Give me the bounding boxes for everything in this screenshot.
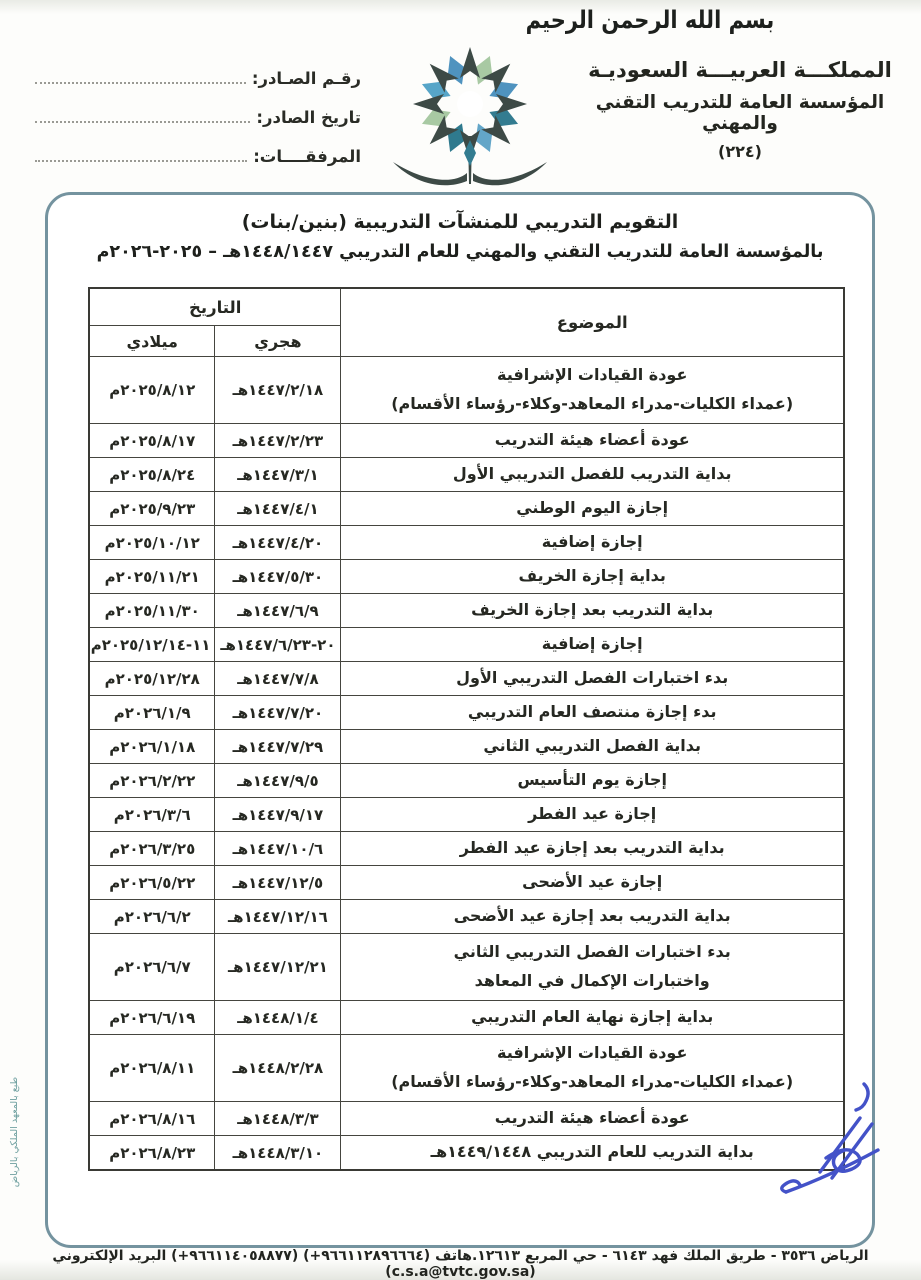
hijri-date-cell: ١٤٤٧/٣/١هـ xyxy=(215,458,341,492)
subject-cell: عودة أعضاء هيئة التدريب xyxy=(341,424,844,458)
gregorian-date-cell: ٢٠٢٥/٨/١٧م xyxy=(89,424,215,458)
hijri-date-cell: ١٤٤٧/١٢/٢١هـ xyxy=(215,934,341,1001)
tvtc-logo-icon xyxy=(381,44,559,192)
table-row xyxy=(89,662,844,696)
gregorian-date-cell: ٢٠٢٥/١١/٣٠م xyxy=(89,594,215,628)
subject-cell: إجازة يوم التأسيس xyxy=(341,764,844,798)
table-row xyxy=(89,458,844,492)
gregorian-date-cell: ٢٠٢٦/٨/٢٣م xyxy=(89,1136,215,1171)
table-row xyxy=(89,764,844,798)
subject-cell: بداية التدريب بعد إجازة عيد الأضحى xyxy=(341,900,844,934)
table-row xyxy=(89,594,844,628)
hijri-date-cell: ١٤٤٧/٤/١هـ xyxy=(215,492,341,526)
gregorian-date-cell: ٢٠٢٥/٨/١٢م xyxy=(89,357,215,424)
subject-cell: إجازة إضافية xyxy=(341,526,844,560)
subject-cell: بداية التدريب للعام التدريبي ١٤٤٩/١٤٤٨هـ xyxy=(341,1136,844,1171)
table-row xyxy=(89,730,844,764)
subject-cell: إجازة عيد الأضحى xyxy=(341,866,844,900)
country-name: المملكـــة العربيـــة السعوديـة xyxy=(588,58,892,82)
subject-cell: بدء اختبارات الفصل التدريبي الثاني واختبارات الإكمال في المعاهد xyxy=(341,934,844,1001)
table-row xyxy=(89,832,844,866)
attachments-label: المرفقــــات: xyxy=(253,147,361,166)
gregorian-date-cell: ٢٠٢٦/٣/٦م xyxy=(89,798,215,832)
gregorian-date-cell: ٢٠٢٥/٩/٢٣م xyxy=(89,492,215,526)
gregorian-date-cell: ٢٠٢٦/٦/٧م xyxy=(89,934,215,1001)
subject-cell: بدء اختبارات الفصل التدريبي الأول xyxy=(341,662,844,696)
hijri-date-cell: ١٤٤٧/٤/٢٠هـ xyxy=(215,526,341,560)
gregorian-date-cell: ١١-٢٠٢٥/١٢/١٤م xyxy=(89,628,215,662)
subject-cell: بداية التدريب للفصل التدريبي الأول xyxy=(341,458,844,492)
calendar-title: التقويم التدريبي للمنشآت التدريبية (بنين/بنات) xyxy=(241,211,679,233)
hijri-date-cell: ٢٠-١٤٤٧/٦/٢٣هـ xyxy=(215,628,341,662)
subject-cell: بداية التدريب بعد إجازة الخريف xyxy=(341,594,844,628)
gregorian-column-header: ميلادي xyxy=(89,326,215,357)
calendar-frame xyxy=(45,192,875,1248)
dotted-line xyxy=(35,121,250,123)
hijri-date-cell: ١٤٤٧/٩/٥هـ xyxy=(215,764,341,798)
table-row xyxy=(89,866,844,900)
attachments-field xyxy=(33,142,361,166)
calendar-table xyxy=(88,287,845,1171)
org-code: (٢٢٤) xyxy=(718,142,762,161)
subject-cell: عودة القيادات الإشرافية (عمداء الكليات-مدراء المعاهد-وكلاء-رؤساء الأقسام) xyxy=(341,1035,844,1102)
hijri-date-cell: ١٤٤٨/٣/١٠هـ xyxy=(215,1136,341,1171)
hijri-date-cell: ١٤٤٧/٧/٨هـ xyxy=(215,662,341,696)
subject-cell: إجازة عيد الفطر xyxy=(341,798,844,832)
gregorian-date-cell: ٢٠٢٦/٥/٢٢م xyxy=(89,866,215,900)
footer-address: الرياض ٣٥٣٦ - طريق الملك فهد ٦١٤٣ - حي المربع ١٢٦١٣.هاتف (٩٦٦١١٢٨٩٦٦٦٤+) (٩٦٦١١٤٠٥٨٨٧٧+) البريد الإلكتروني (c.s.a@tvtc.gov.sa) xyxy=(52,1248,869,1280)
gregorian-date-cell: ٢٠٢٥/١١/٢١م xyxy=(89,560,215,594)
table-row xyxy=(89,798,844,832)
subject-cell: بداية إجازة نهاية العام التدريبي xyxy=(341,1001,844,1035)
bismillah-calligraphy: بسم الله الرحمن الرحيم xyxy=(525,6,775,34)
gregorian-date-cell: ٢٠٢٥/١٠/١٢م xyxy=(89,526,215,560)
subject-cell: إجازة إضافية xyxy=(341,628,844,662)
hijri-date-cell: ١٤٤٨/٢/٢٨هـ xyxy=(215,1035,341,1102)
hijri-date-cell: ١٤٤٧/٥/٣٠هـ xyxy=(215,560,341,594)
gregorian-date-cell: ٢٠٢٦/١/١٨م xyxy=(89,730,215,764)
hijri-date-cell: ١٤٤٧/٧/٢٩هـ xyxy=(215,730,341,764)
calendar-subtitle: بالمؤسسة العامة للتدريب التقني والمهني للعام التدريبي ١٤٤٨/١٤٤٧هـ – ٢٠٢٥-٢٠٢٦م xyxy=(96,242,824,262)
date-group-header: التاريخ xyxy=(89,288,341,326)
hijri-date-cell: ١٤٤٧/١٠/٦هـ xyxy=(215,832,341,866)
org-name: المؤسسة العامة للتدريب التقني والمهني xyxy=(595,92,885,134)
gregorian-date-cell: ٢٠٢٦/٨/١٦م xyxy=(89,1102,215,1136)
dotted-line xyxy=(35,160,247,162)
subject-cell: بداية إجازة الخريف xyxy=(341,560,844,594)
hijri-date-cell: ١٤٤٧/٦/٩هـ xyxy=(215,594,341,628)
table-row xyxy=(89,357,844,424)
subject-cell: بداية الفصل التدريبي الثاني xyxy=(341,730,844,764)
table-body xyxy=(89,357,844,1171)
table-row xyxy=(89,1035,844,1102)
gregorian-date-cell: ٢٠٢٦/٦/١٩م xyxy=(89,1001,215,1035)
gregorian-date-cell: ٢٠٢٦/١/٩م xyxy=(89,696,215,730)
signature-ink xyxy=(772,1078,892,1208)
hijri-date-cell: ١٤٤٧/١٢/٥هـ xyxy=(215,866,341,900)
gregorian-date-cell: ٢٠٢٥/٨/٢٤م xyxy=(89,458,215,492)
dotted-line xyxy=(35,82,246,84)
table-row xyxy=(89,934,844,1001)
hijri-date-cell: ١٤٤٧/٩/١٧هـ xyxy=(215,798,341,832)
gregorian-date-cell: ٢٠٢٦/٨/١١م xyxy=(89,1035,215,1102)
issue-date-label: تاريخ الصادر: xyxy=(256,108,361,127)
table-header xyxy=(89,288,844,357)
hijri-date-cell: ١٤٤٧/١٢/١٦هـ xyxy=(215,900,341,934)
issue-date-field xyxy=(33,103,361,127)
gregorian-date-cell: ٢٠٢٥/١٢/٢٨م xyxy=(89,662,215,696)
hijri-column-header: هجري xyxy=(215,326,341,357)
subject-cell: عودة القيادات الإشرافية (عمداء الكليات-مدراء المعاهد-وكلاء-رؤساء الأقسام) xyxy=(341,357,844,424)
table-row xyxy=(89,1102,844,1136)
table-row xyxy=(89,696,844,730)
gregorian-date-cell: ٢٠٢٦/٣/٢٥م xyxy=(89,832,215,866)
gregorian-date-cell: ٢٠٢٦/٦/٢م xyxy=(89,900,215,934)
table-row xyxy=(89,900,844,934)
subject-cell: عودة أعضاء هيئة التدريب xyxy=(341,1102,844,1136)
hijri-date-cell: ١٤٤٧/٢/٢٣هـ xyxy=(215,424,341,458)
subject-column-header: الموضوع xyxy=(341,288,844,357)
issue-number-field xyxy=(33,64,361,88)
subject-cell: بدء إجازة منتصف العام التدريبي xyxy=(341,696,844,730)
table-row xyxy=(89,1001,844,1035)
table-row xyxy=(89,1136,844,1171)
letterhead xyxy=(575,58,905,161)
table-row xyxy=(89,424,844,458)
hijri-date-cell: ١٤٤٧/٧/٢٠هـ xyxy=(215,696,341,730)
hijri-date-cell: ١٤٤٨/١/٤هـ xyxy=(215,1001,341,1035)
issue-number-label: رقـم الصـادر: xyxy=(251,69,361,88)
subject-cell: إجازة اليوم الوطني xyxy=(341,492,844,526)
gregorian-date-cell: ٢٠٢٦/٢/٢٢م xyxy=(89,764,215,798)
print-note: طبع بالمعهد الملكي بالرياض xyxy=(9,1076,20,1188)
hijri-date-cell: ١٤٤٨/٣/٣هـ xyxy=(215,1102,341,1136)
subject-cell: بداية التدريب بعد إجازة عيد الفطر xyxy=(341,832,844,866)
hijri-date-cell: ١٤٤٧/٢/١٨هـ xyxy=(215,357,341,424)
table-row xyxy=(89,560,844,594)
table-row xyxy=(89,492,844,526)
table-row xyxy=(89,526,844,560)
table-row xyxy=(89,628,844,662)
issue-fields xyxy=(33,64,361,181)
